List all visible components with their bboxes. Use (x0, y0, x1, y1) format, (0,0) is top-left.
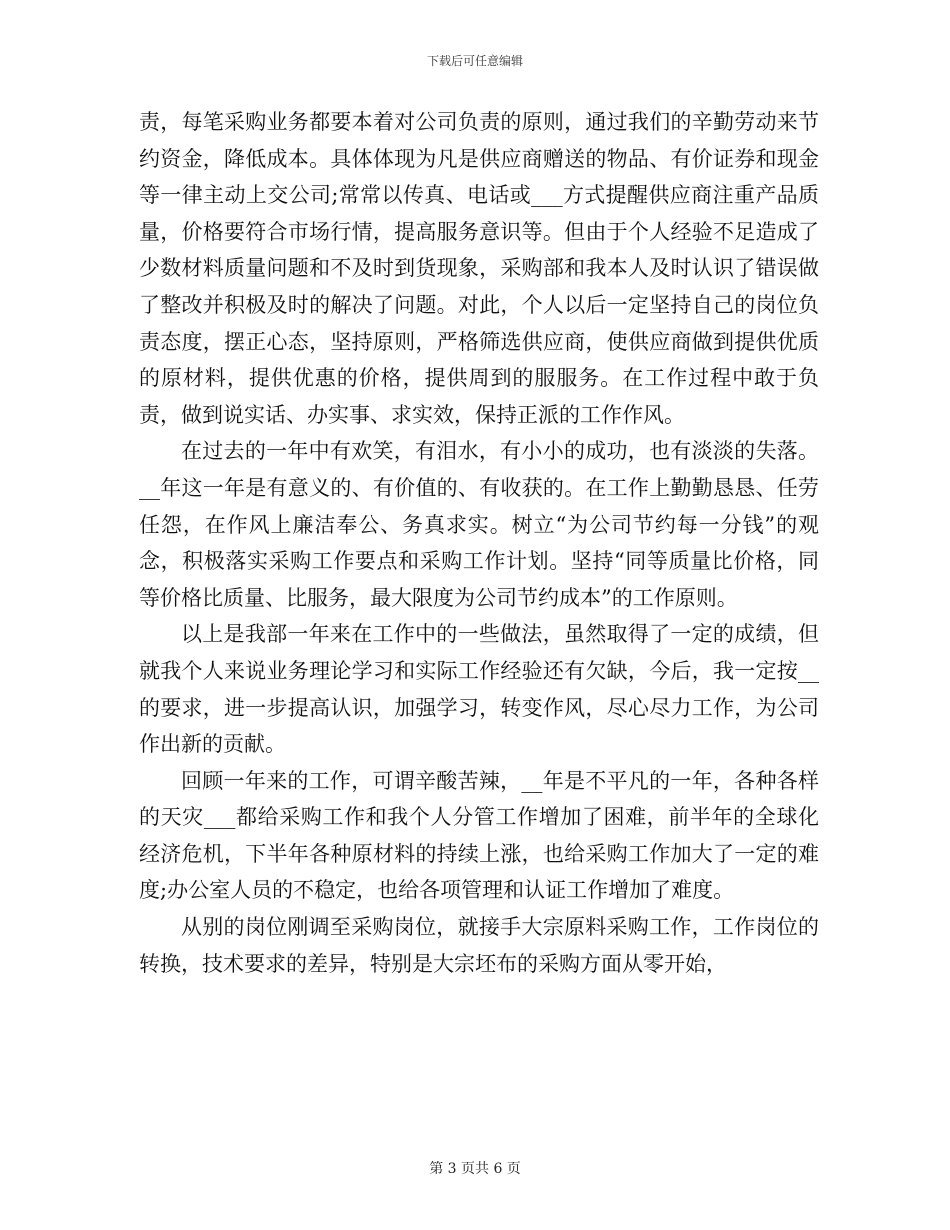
paragraph: 回顾一年来的工作，可谓辛酸苦辣，__年是不平凡的一年，各种各样的天灾___都给采购工作和我个人分管工作增加了困难，前半年的全球化经济危机，下半年各种原材料的持续上涨，也给采购工作加大了一定的难度;办公室人员的不稳定，也给各项管理和认证工作增加了难度。 (139, 768, 819, 903)
paragraph: 以上是我部一年来在工作中的一些做法，虽然取得了一定的成绩，但就我个人来说业务理论学习和实际工作经验还有欠缺，今后，我一定按__的要求，进一步提高认识，加强学习，转变作风，尽心尽力工作，为公司作出新的贡献。 (139, 622, 819, 757)
paragraph: 在过去的一年中有欢笑，有泪水，有小小的成功，也有淡淡的失落。__年这一年是有意义的、有价值的、有收获的。在工作上勤勤恳恳、任劳任怨，在作风上廉洁奉公、务真求实。树立“为公司节约每一分钱”的观念，积极落实采购工作要点和采购工作计划。坚持“同等质量比价格，同等价格比质量、比服务，最大限度为公司节约成本”的工作原则。 (139, 439, 819, 610)
page-header: 下载后可任意编辑 (426, 54, 523, 68)
page-number-footer: 第 3 页共 6 页 (429, 1161, 521, 1177)
document-body (139, 104, 819, 982)
paragraph: 从别的岗位刚调至采购岗位，就接手大宗原料采购工作，工作岗位的转换，技术要求的差异，特别是大宗坯布的采购方面从零开始， (139, 915, 819, 976)
paragraph: 责，每笔采购业务都要本着对公司负责的原则，通过我们的辛勤劳动来节约资金，降低成本。具体体现为凡是供应商赠送的物品、有价证券和现金等一律主动上交公司;常常以传真、电话或___方式提醒供应商注重产品质量，价格要符合市场行情，提高服务意识等。但由于个人经验不足造成了少数材料质量问题和不及时到货现象，采购部和我本人及时认识了错误做了整改并积极及时的解决了问题。对此，个人以后一定坚持自己的岗位负责态度，摆正心态，坚持原则，严格筛选供应商，使供应商做到提供优质的原材料，提供优惠的价格，提供周到的服服务。在工作过程中敢于负责，做到说实话、办实事、求实效，保持正派的工作作风。 (139, 110, 819, 427)
